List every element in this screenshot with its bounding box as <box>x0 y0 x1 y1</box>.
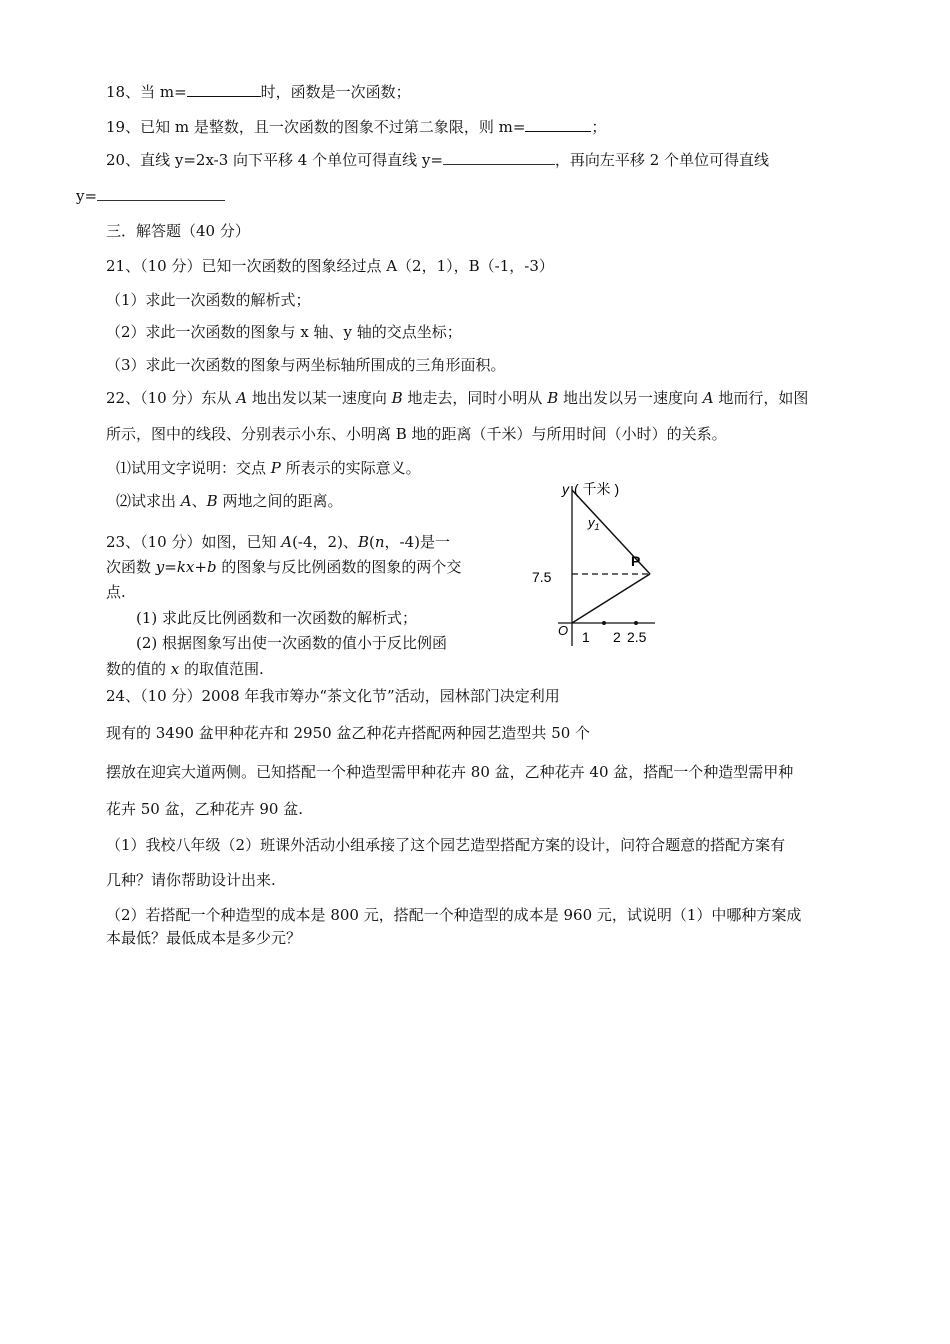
line-y1-label-main: y <box>588 515 595 530</box>
q23-text: 次函数 <box>106 558 156 576</box>
q23-part-1: (1) 求此反比例函数和一次函数的解析式； <box>136 609 418 627</box>
q22-part-2-text: 两地之间的距离。 <box>217 492 343 510</box>
q23-text: 的取值范围. <box>179 660 264 678</box>
q24-part-2-line-2: 本最低？最低成本是多少元？ <box>106 929 302 947</box>
q24-part-1-line-1: （1）我校八年级（2）班课外活动小组承接了这个园艺造型搭配方案的设计，问符合题意的搭配方案有 <box>106 836 786 854</box>
x-tick-2-dot <box>602 621 606 625</box>
q20-text-c: y= <box>76 187 98 205</box>
q22-part-2-text: 、 <box>191 492 207 510</box>
q24-part-1-line-2: 几种？请你帮助设计出来. <box>106 871 276 889</box>
q20-line-1 <box>106 150 769 170</box>
q23-part-2-cont <box>106 659 264 679</box>
q23-var-x: x <box>170 660 180 678</box>
q20-text-b: ，再向左平移 2 个单位可得直线 <box>554 151 770 169</box>
q23-point-a: A <box>281 533 293 551</box>
q22-text: 地出发以某一速度向 <box>247 389 392 407</box>
q22-line-1 <box>106 388 808 408</box>
q23-var-n: n <box>374 533 385 551</box>
q20-text-a: 20、直线 y=2x-3 向下平移 4 个单位可得直线 y= <box>106 151 443 169</box>
x-tick-2-5-label: 2.5 <box>627 629 647 645</box>
q24-line-2: 现有的 3490 盆甲种花卉和 2950 盆乙种花卉搭配两种园艺造型共 50 个 <box>106 724 591 742</box>
q22-line-2: 所示，图中的线段、分别表示小东、小明离 B 地的距离（千米）与所用时间（小时）的关系。 <box>106 425 727 443</box>
q23-line-2 <box>106 557 461 577</box>
line-y1-label-sub: 1 <box>594 522 600 532</box>
q20-line-2 <box>76 186 225 206</box>
q21-part-3: （3）求此一次函数的图象与两坐标轴所围成的三角形面积。 <box>106 356 506 374</box>
q22-point-b: B <box>206 492 218 510</box>
q24-line-3: 摆放在迎宾大道两侧。已知搭配一个种造型需甲种花卉 80 盆，乙种花卉 40 盆，搭配一个种造型需甲种 <box>106 763 794 781</box>
q24-line-4: 花卉 50 盆，乙种花卉 90 盆. <box>106 800 304 818</box>
q23-text: 23、（10 分）如图，已知 <box>106 533 282 551</box>
q23-text: (-4，2)、 <box>292 533 358 551</box>
q22-part-2-text: ⑵试求出 <box>116 492 181 510</box>
q22-part-1 <box>116 458 421 478</box>
q23-text: ，-4)是一 <box>384 533 450 551</box>
q21-part-2: （2）求此一次函数的图象与 x 轴、y 轴的交点坐标； <box>106 323 462 341</box>
q22-text: 地出发以另一速度向 <box>558 389 703 407</box>
y-axis-unit: ( 千米 ) <box>574 481 620 497</box>
q22-text: 地而行，如图 <box>713 389 809 407</box>
q22-point-a: A <box>702 389 714 407</box>
q22-point-b: B <box>547 389 559 407</box>
q22-part-1-text: ⑴试用文字说明：交点 <box>116 459 271 477</box>
x-tick-2-label: 2 <box>613 629 621 645</box>
q19-answer-blank[interactable] <box>525 117 591 132</box>
q19-line <box>106 117 606 137</box>
q18-answer-blank[interactable] <box>187 82 261 97</box>
distance-time-graph <box>530 478 660 648</box>
q22-text: 地走去，同时小明从 <box>402 389 548 407</box>
q18-text-a: 18、当 m= <box>106 83 187 101</box>
line-y2 <box>572 574 650 623</box>
q24-line-1: 24、（10 分）2008 年我市筹办“茶文化节”活动，园林部门决定利用 <box>106 687 560 705</box>
y-axis-label: y <box>562 481 569 497</box>
x-tick-1-label: 1 <box>582 629 590 645</box>
q21-part-1: （1）求此一次函数的解析式； <box>106 291 311 309</box>
x-tick-2-5-dot <box>634 621 638 625</box>
section-3-heading: 三．解答题（40 分） <box>106 222 250 240</box>
y-tick-7-5-label: 7.5 <box>532 569 552 585</box>
q22-text: 22、（10 分）东从 <box>106 389 237 407</box>
q18-line <box>106 82 411 102</box>
point-p-label: P <box>631 553 641 569</box>
q23-text: ( <box>368 533 375 551</box>
origin-label: O <box>558 623 569 638</box>
q20-answer-blank-2[interactable] <box>97 186 225 201</box>
q24-part-2-line-1: （2）若搭配一个种造型的成本是 800 元，搭配一个种造型的成本是 960 元，试说明（1）中哪种方案成 <box>106 906 802 924</box>
q22-point-a: A <box>236 389 248 407</box>
q23-part-2: (2) 根据图象写出使一次函数的值小于反比例函 <box>136 634 448 652</box>
q20-answer-blank-1[interactable] <box>443 150 555 165</box>
q22-part-1-text: 所表示的实际意义。 <box>280 459 421 477</box>
q22-point-b: B <box>391 389 403 407</box>
q22-point-p: P <box>270 459 281 477</box>
q23-equation: y=kx+b <box>155 558 217 576</box>
q19-text-a: 19、已知 m 是整数，且一次函数的图象不过第二象限，则 m= <box>106 118 526 136</box>
q19-text-b: ； <box>591 118 607 136</box>
q23-line-1 <box>106 532 450 552</box>
q22-point-a: A <box>180 492 192 510</box>
q23-point-b: B <box>357 533 369 551</box>
q21-stem: 21、（10 分）已知一次函数的图象经过点 A（2，1），B（-1，-3） <box>106 257 554 275</box>
q23-text: 数的值的 <box>106 660 171 678</box>
q22-part-2 <box>116 491 342 511</box>
q23-text: 的图象与反比例函数的图象的两个交 <box>216 558 462 576</box>
q18-text-b: 时，函数是一次函数； <box>260 83 411 101</box>
q23-line-3: 点. <box>106 583 126 601</box>
